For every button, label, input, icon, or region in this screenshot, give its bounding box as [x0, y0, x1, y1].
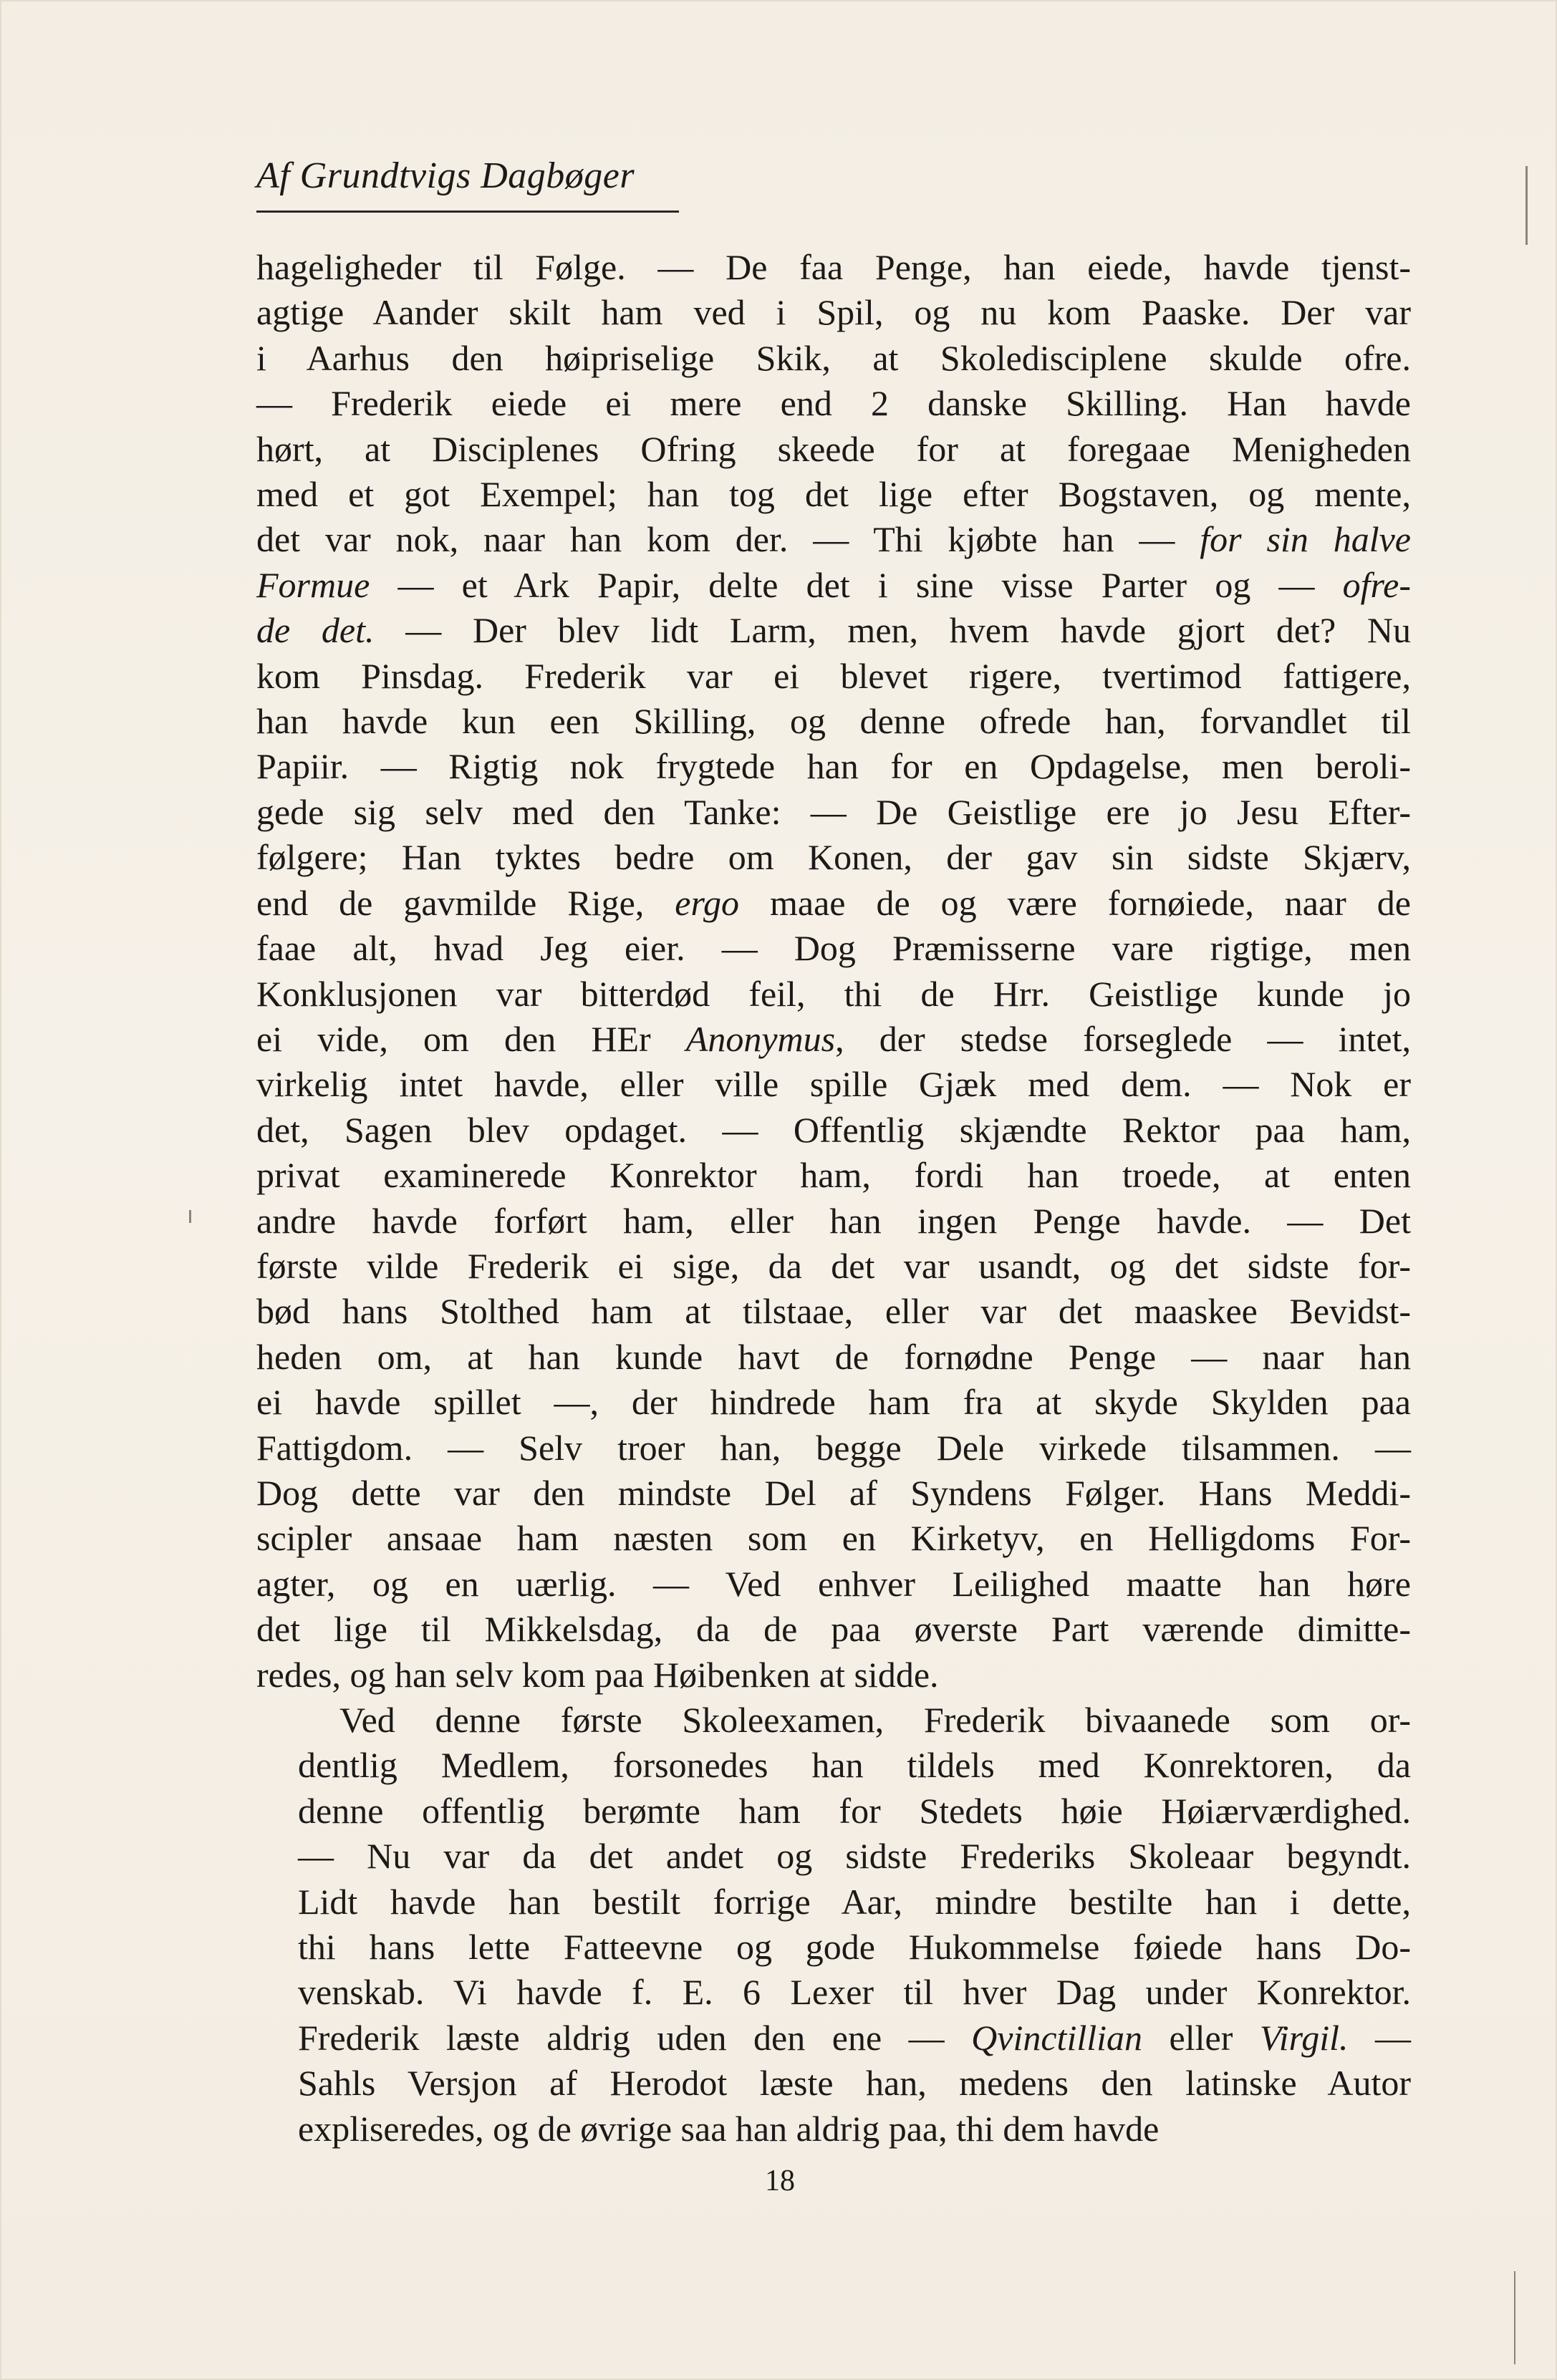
- paragraph: [256, 245, 1411, 1698]
- margin-speck: [189, 1210, 191, 1223]
- text-line: Sahls Versjon af Herodot læste han, medens den latinske Autor: [298, 2063, 1411, 2104]
- paragraph: [256, 1698, 1411, 2152]
- text-line: Frederik læste aldrig uden den ene — Qvinctillian eller Virgil. —: [298, 2017, 1411, 2058]
- text-line: scipler ansaae ham næsten som en Kirketyv, en Helligdoms For-: [256, 1518, 1411, 1559]
- text-line: agter, og en uærlig. — Ved enhver Leilighed maatte han høre: [256, 1563, 1411, 1604]
- text-line: hørt, at Disciplenes Ofring skeede for at foregaae Menigheden: [256, 428, 1411, 469]
- text-line: agtige Aander skilt ham ved i Spil, og nu kom Paaske. Der var: [256, 292, 1411, 333]
- text-line: Formue — et Ark Papir, delte det i sine visse Parter og — ofre-: [256, 564, 1411, 605]
- text-line: Papiir. — Rigtig nok frygtede han for en Opdagelse, men beroli-: [256, 746, 1411, 787]
- text-line: hageligheder til Følge. — De faa Penge, han eiede, havde tjenst-: [256, 247, 1411, 287]
- text-line: denne offentlig berømte ham for Stedets høie Høiærværdighed.: [298, 1790, 1411, 1831]
- body-text: [256, 245, 1411, 2152]
- page-number: 18: [765, 2164, 795, 2197]
- text-line: med et got Exempel; han tog det lige efter Bogstaven, og mente,: [256, 474, 1411, 515]
- text-line: følgere; Han tyktes bedre om Konen, der gav sin sidste Skjærv,: [256, 837, 1411, 878]
- text-line: det lige til Mikkelsdag, da de paa øverste Part værende dimitte-: [256, 1609, 1411, 1650]
- text-line: gede sig selv med den Tanke: — De Geistlige ere jo Jesu Efter-: [256, 791, 1411, 832]
- text-line: thi hans lette Fatteevne og gode Hukommelse føiede hans Do-: [298, 1927, 1411, 1968]
- running-head-title: Af Grundtvigs Dagbøger: [256, 155, 635, 196]
- page-edge-mark: [1514, 2271, 1515, 2364]
- running-head-rule: [256, 211, 679, 213]
- text-line: de det. — Der blev lidt Larm, men, hvem havde gjort det? Nu: [256, 610, 1411, 651]
- text-line: kom Pinsdag. Frederik var ei blevet rigere, tvertimod fattigere,: [256, 655, 1411, 696]
- page-edge-mark: [1525, 166, 1528, 245]
- text-line: virkelig intet havde, eller ville spille Gjæk med dem. — Nok er: [256, 1064, 1411, 1105]
- text-line: første vilde Frederik ei sige, da det var usandt, og det sidste for-: [256, 1245, 1411, 1286]
- text-line: venskab. Vi havde f. E. 6 Lexer til hver Dag under Konrektor.: [298, 1972, 1411, 2013]
- text-line: expliseredes, og de øvrige saa han aldrig paa, thi dem havde: [298, 2108, 1160, 2149]
- text-line: end de gavmilde Rige, ergo maae de og være fornøiede, naar de: [256, 882, 1411, 923]
- text-line: Dog dette var den mindste Del af Syndens Følger. Hans Meddi-: [256, 1472, 1411, 1513]
- text-line: Lidt havde han bestilt forrige Aar, mindre bestilte han i dette,: [298, 1881, 1411, 1922]
- text-line: Fattigdom. — Selv troer han, begge Dele virkede tilsammen. —: [256, 1427, 1411, 1468]
- text-line: ei vide, om den HEr Anonymus, der stedse forseglede — intet,: [256, 1018, 1411, 1059]
- text-line: det var nok, naar han kom der. — Thi kjøbte han — for sin halve: [256, 519, 1411, 560]
- text-line: dentlig Medlem, forsonedes han tildels med Konrektoren, da: [298, 1745, 1411, 1786]
- text-line: heden om, at han kunde havt de fornødne Penge — naar han: [256, 1336, 1411, 1377]
- text-line: privat examinerede Konrektor ham, fordi han troede, at enten: [256, 1155, 1411, 1196]
- text-line: bød hans Stolthed ham at tilstaae, eller var det maaskee Bevidst-: [256, 1291, 1411, 1332]
- text-line: i Aarhus den høipriselige Skik, at Skoledisciplene skulde ofre.: [256, 337, 1411, 378]
- running-head: [256, 155, 686, 212]
- text-line: ei havde spillet —, der hindrede ham fra at skyde Skylden paa: [256, 1382, 1411, 1423]
- text-line: Konklusjonen var bitterdød feil, thi de Hrr. Geistlige kunde jo: [256, 973, 1411, 1014]
- text-line: Ved denne første Skoleexamen, Frederik bivaanede som or-: [339, 1700, 1411, 1740]
- text-line: faae alt, hvad Jeg eier. — Dog Præmisserne vare rigtige, men: [256, 928, 1411, 969]
- text-line: andre havde forført ham, eller han ingen Penge havde. — Det: [256, 1200, 1411, 1241]
- text-line: redes, og han selv kom paa Høibenken at sidde.: [256, 1654, 939, 1695]
- text-line: det, Sagen blev opdaget. — Offentlig skjændte Rektor paa ham,: [256, 1109, 1411, 1150]
- text-line: — Nu var da det andet og sidste Frederiks Skoleaar begyndt.: [298, 1836, 1411, 1877]
- text-line: — Frederik eiede ei mere end 2 danske Skilling. Han havde: [256, 383, 1411, 424]
- text-line: han havde kun een Skilling, og denne ofrede han, forvandlet til: [256, 701, 1411, 742]
